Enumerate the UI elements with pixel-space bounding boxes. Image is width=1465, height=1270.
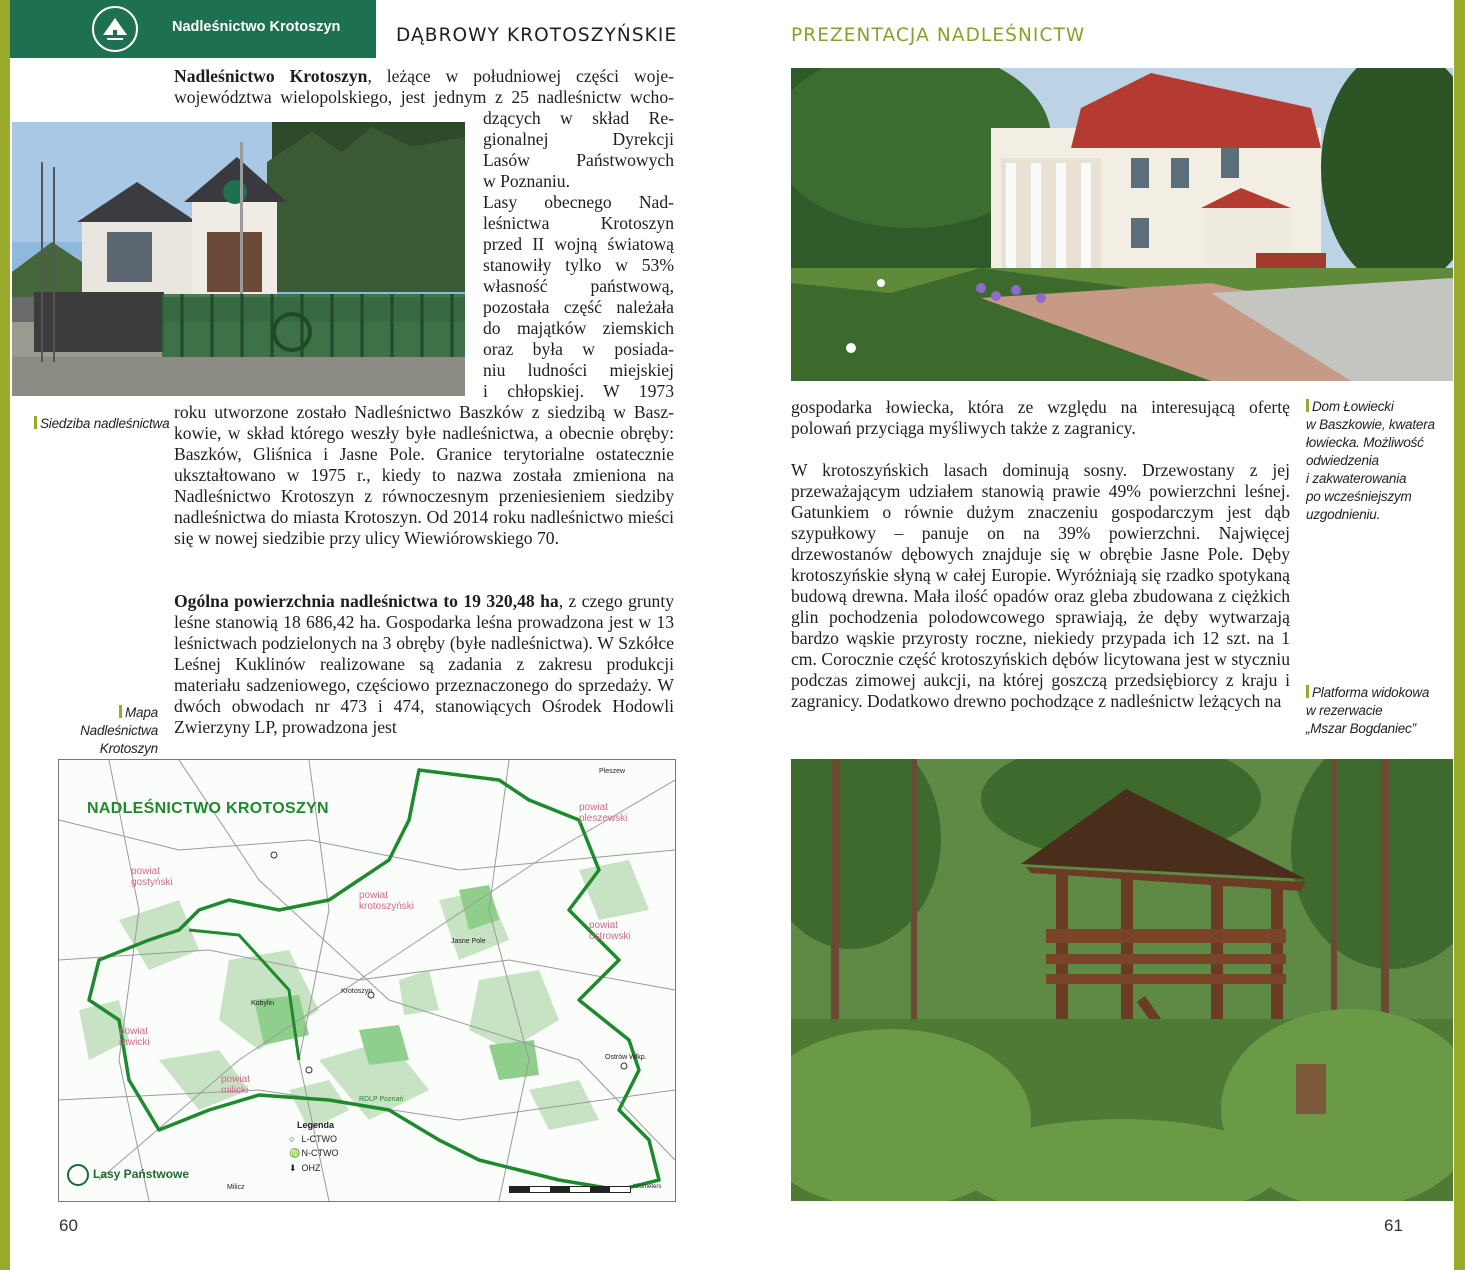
narrow-line: i chłopskiej. W 1973: [483, 381, 674, 401]
paragraph-forests: W krotoszyńskich lasach dominują sosny. Drzewostany z jej przeważającym udziałem stanowią prawie 49% powierzchni leśnej. Gatunkiem o równie dużym znaczeniu gospodarczym jest dąb szypułkowy – panuje on na 39% powierzchni. Najwięcej drzewostanów dębowych znajduje się w obrębie Jasne Pole. Dęby krotoszyńskie słyną w całej Europie. Wyróżniają się rzadko spotykaną budową drewna. Mała ilość opadów oraz gleba zbudowana z ciężkich glin pochodzenia polodowcowego sprawiają, że dęby wytwarzają bardzo wąskie przyrosty roczne, niekiedy przypada ich 12 szt. na 1 cm. Corocznie część krotoszyńskich dębów licytowana jest w styczniu podczas zimowej aukcji, na której goszczą przedsiębiorcy z kraju i zagranicy. Dodatkowo drewno pochodzące z nadleśnictw leżących na: [791, 460, 1290, 711]
caption-marker: [119, 705, 122, 718]
lasy-panstwowe-logo: [92, 6, 138, 52]
right-lines-top: [791, 397, 1290, 439]
header-badge-label: Nadleśnictwo Krotoszyn: [172, 19, 341, 35]
intro-line-2: województwa wielopolskiego, jest jednym z 25 nadleśnictw wcho-: [174, 87, 674, 107]
paragraph-area: [174, 591, 674, 738]
legend-nctwo-icon: ♍: [289, 1148, 301, 1158]
map-scale-bar: [509, 1186, 631, 1193]
map-district-pleszewski: powiat pleszewski: [579, 802, 628, 824]
page-number-right: 61: [1384, 1216, 1403, 1235]
right-margin-bar: [1454, 0, 1465, 1270]
narrow-line: do majątków ziemskich: [483, 318, 674, 338]
narrow-line: leśnictwa Krotoszyn: [483, 213, 674, 233]
narrow-line: oraz była w posiada-: [483, 339, 674, 359]
narrow-line: Lasów Państwowych: [483, 150, 674, 170]
right-line: gospodarka łowiecka, która ze względu na interesującą ofertę: [791, 397, 1290, 417]
paragraph-history: roku utworzone zostało Nadleśnictwo Baszków z siedzibą w Basz-kowie, w skład którego weszły byłe nadleśnictwa, a obecnie obręby: Baszków, Gliśnica i Jasne Pole. Granice terytorialne ostatecznie ukształtowano w 1975 r., kiedy to nazwa została zmieniona na Nadleśnictwo Krotoszyn z równoczesnym przeniesieniem siedziby nadleśnictwa do miasta Krotoszyn. Od 2014 roku nadleśnictwo mieści się w nowej siedzibie przy ulicy Wiewiórowskiego 70.: [174, 402, 674, 548]
caption-map: Mapa Nadleśnictwa Krotoszyn: [80, 705, 158, 756]
map-district-milicki: powiat milicki: [221, 1074, 250, 1096]
narrow-line: gionalnej Dyrekcji: [483, 129, 674, 149]
narrow-line: dzących w skład Re-: [483, 108, 674, 128]
map-place-ostrow: Ostrów Wlkp.: [605, 1054, 647, 1061]
right-line: polowań przyciąga myśliwych także z zagranicy.: [791, 418, 1136, 438]
legend-ohz-icon: ⬇: [289, 1163, 297, 1173]
area-text: , z czego grunty leśne stanowią 18 686,42 ha. Gospodarka leśna prowadzona jest w 13 leśnictwach podzielonych na 3 obręby (byłe nadleśnictwa). W Szkółce Leśnej Kuklinów realizowane są zadania z zakresu produkcji materiału sadzeniowego, częściowo przeznaczonego do sprzedaży. W dwóch obwodach nr 473 i 474, stanowiących Ośrodek Hodowli Zwierzyny LP, prowadzona jest: [174, 591, 674, 737]
caption-marker: [1306, 685, 1309, 698]
caption-marker: [34, 416, 37, 429]
map-place-pleszew: Pleszew: [599, 768, 626, 775]
page-number-left: 60: [59, 1216, 78, 1235]
intro-line-1: [174, 66, 674, 87]
narrow-line: przed II wojną światową: [483, 234, 674, 254]
caption-tower: Platforma widokowa w rezerwacie „Mszar Bogdaniec”: [1306, 685, 1430, 736]
legend-lctwo-icon: ○: [289, 1134, 295, 1144]
narrow-line: własność państwową,: [483, 276, 674, 296]
map-district-krotoszynski: powiat krotoszyński: [359, 890, 415, 912]
intro-narrow-column: [483, 108, 674, 402]
area-bold: Ogólna powierzchnia nadleśnictwa to 19 320,48 ha: [174, 591, 559, 611]
hunting-lodge-photo: [791, 68, 1453, 381]
map-place-kobylin: Kobylin: [251, 1000, 274, 1007]
map-scale-label: Kilometers: [633, 1184, 662, 1190]
narrow-line: pozostała część należała: [483, 297, 674, 317]
right-header-title: PREZENTACJA NADLEŚNICTW: [791, 25, 1086, 46]
headquarters-photo: [12, 122, 465, 396]
lasy-panstwowe-map-logo: [67, 1164, 89, 1186]
caption-hunting-lodge: Dom Łowiecki w Baszkowie, kwatera łowiecka. Możliwość odwiedzenia i zakwaterowania po wcześniejszym uzgodnieniu.: [1306, 399, 1435, 522]
intro-bold: Nadleśnictwo Krotoszyn: [174, 66, 368, 86]
forest-district-map: [58, 759, 676, 1202]
caption-headquarters: Siedziba nadleśnictwa: [34, 415, 169, 433]
map-place-rdlp: RDLP Poznań: [359, 1096, 404, 1103]
map-legend: Legenda ○ L-CTWO ♍ N-CTWO ⬇ OHZ: [289, 1120, 339, 1173]
map-place-krotoszyn: Krotoszyn: [341, 988, 373, 995]
map-district-rawicki: powiat rawicki: [119, 1026, 150, 1048]
intro-line-1-text: , leżące w południowej części woje-: [367, 66, 674, 86]
map-district-ostrowski: powiat ostrowski: [589, 920, 631, 942]
left-margin-bar: [0, 0, 10, 1270]
header-badge: [10, 0, 376, 58]
map-brand: Lasy Państwowe: [67, 1164, 189, 1186]
narrow-line: Lasy obecnego Nad-: [483, 192, 674, 212]
caption-marker: [1306, 399, 1309, 412]
narrow-line: w Poznaniu.: [483, 171, 570, 191]
map-title: NADLEŚNICTWO KROTOSZYN: [87, 800, 329, 817]
viewing-tower-photo: [791, 759, 1453, 1201]
header-title: DĄBROWY KROTOSZYŃSKIE: [396, 25, 678, 46]
map-place-milicz: Milicz: [227, 1184, 245, 1191]
map-place-jasne-pole: Jasne Pole: [451, 938, 486, 945]
narrow-line: stanowiły tylko w 53%: [483, 255, 674, 275]
narrow-line: niu ludności miejskiej: [483, 360, 674, 380]
map-district-gostynski: powiat gostyński: [131, 866, 173, 888]
